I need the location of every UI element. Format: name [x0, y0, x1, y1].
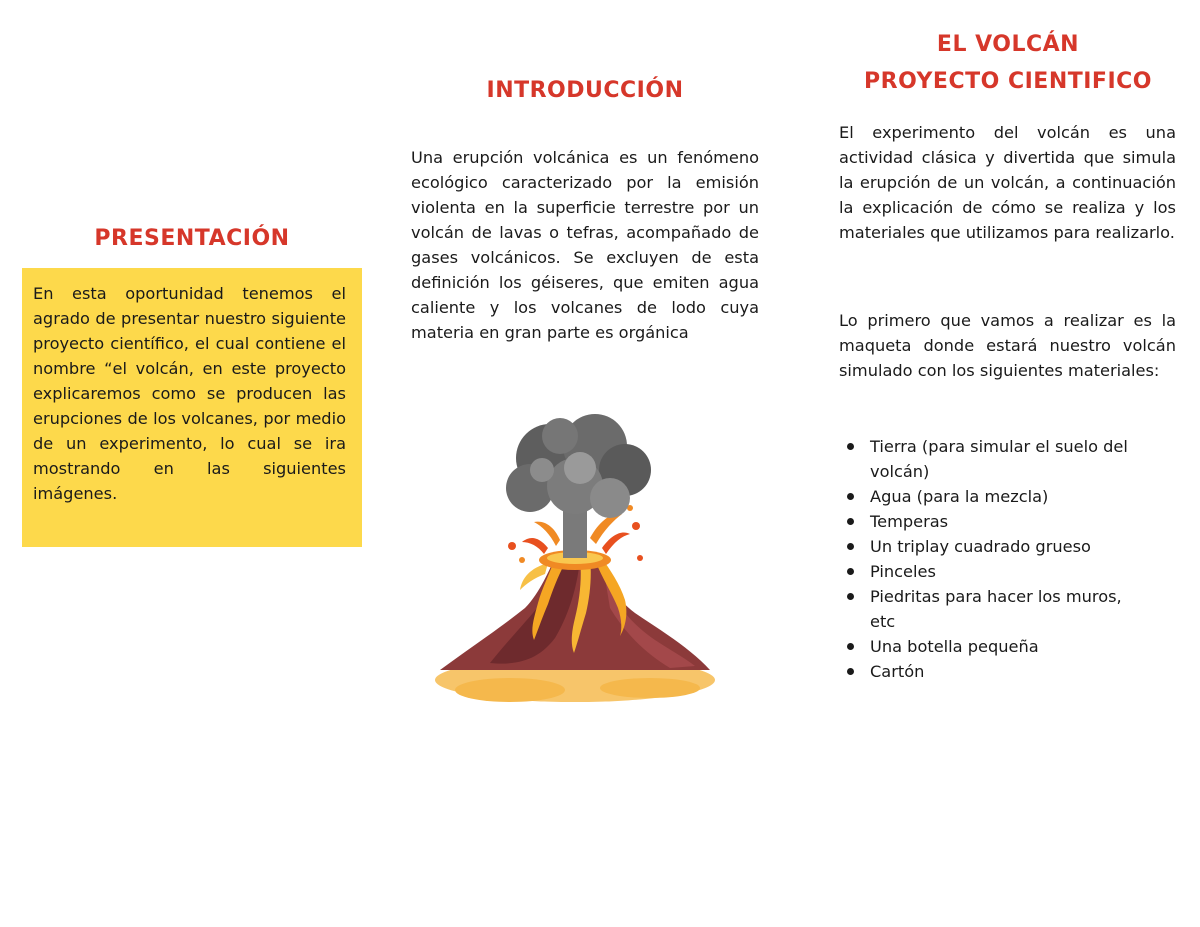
list-item: Piedritas para hacer los muros, etc	[839, 584, 1139, 634]
volcano-eruption-illustration	[430, 408, 720, 708]
volcan-maqueta-paragraph: Lo primero que vamos a realizar es la maqueta donde estará nuestro volcán simulado con los siguientes materiales:	[839, 311, 1176, 380]
materials-list	[839, 434, 1139, 684]
list-item: Cartón	[839, 659, 1139, 684]
volcan-heading-line2: PROYECTO CIENTIFICO	[864, 69, 1152, 94]
volcan-heading-line1: EL VOLCÁN	[936, 32, 1080, 57]
presentacion-heading: PRESENTACIÓN	[94, 226, 290, 251]
list-item: Tierra (para simular el suelo del volcán)	[839, 434, 1139, 484]
list-item: Pinceles	[839, 559, 1139, 584]
list-item: Temperas	[839, 509, 1139, 534]
list-item: Un triplay cuadrado grueso	[839, 534, 1139, 559]
list-item: Una botella pequeña	[839, 634, 1139, 659]
list-item: Agua (para la mezcla)	[839, 484, 1139, 509]
introduccion-heading: INTRODUCCIÓN	[486, 78, 684, 103]
volcan-intro-paragraph: El experimento del volcán es una actividad clásica y divertida que simula la erupción de un volcán, a continuación la explicación de cómo se realiza y los materiales que utilizamos para realizarlo.	[839, 123, 1176, 242]
presentacion-paragraph: En esta oportunidad tenemos el agrado de presentar nuestro siguiente proyecto científico, el cual contiene el nombre “el volcán, en este proyecto explicaremos como se producen las erupciones de los volcanes, por medio de un experimento, lo cual se ira mostrando en las siguientes imágenes.	[33, 284, 346, 503]
volcan-heading	[838, 26, 1178, 100]
introduccion-paragraph: Una erupción volcánica es un fenómeno ecológico caracterizado por la emisión violenta en la superficie terrestre por un volcán de lavas o tefras, acompañado de gases volcánicos. Se excluyen de esta definición los géiseres, que emiten agua caliente y los volcanes de lodo cuya materia en gran parte es orgánica	[411, 148, 759, 342]
